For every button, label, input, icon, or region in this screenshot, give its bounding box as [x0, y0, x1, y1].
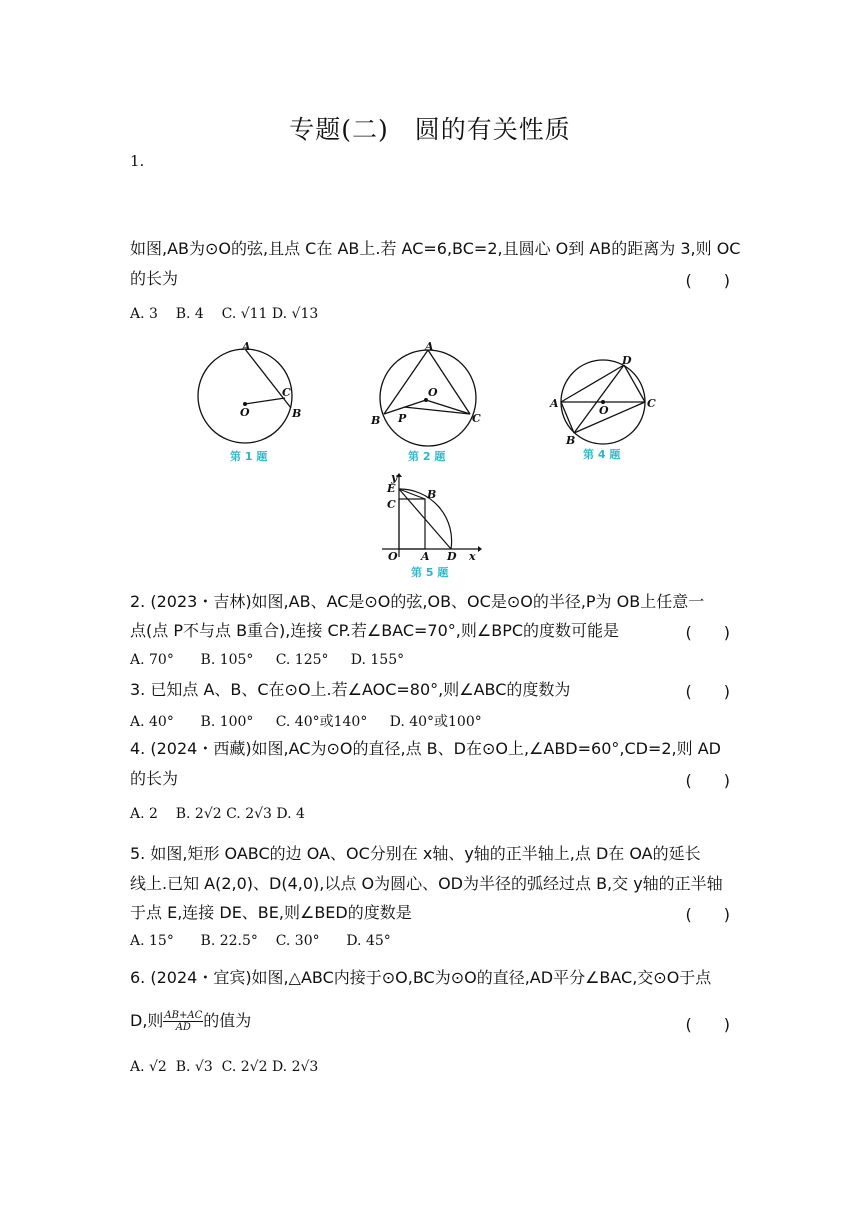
q2-stem-line2: 点(点 P不与点 B重合),连接 CP.若∠BAC=70°,则∠BPC的度数可能是	[130, 621, 620, 640]
fig4-label-d: D	[622, 354, 632, 367]
fig4-label-b: B	[566, 434, 576, 447]
fig4-caption: 第 4 题	[583, 448, 621, 461]
fig1-label-b: B	[292, 407, 302, 420]
fig1-label-a: A	[242, 340, 251, 353]
q6-fraction	[163, 1010, 203, 1033]
fig1-label-o: O	[240, 406, 250, 419]
figure-1	[195, 340, 305, 468]
fig5-label-x: x	[469, 550, 476, 563]
q3-options: A. 40° B. 100° C. 40°或140° D. 40°或100°	[130, 714, 482, 730]
q4-stem-line2: 的长为	[130, 769, 179, 788]
q2-answer-bracket: ( )	[685, 623, 730, 642]
q6-fraction-numerator: AB+AC	[164, 1010, 203, 1021]
q5-options: A. 15° B. 22.5° C. 30° D. 45°	[130, 933, 391, 949]
q6-stem-line1: 6. (2024・宜宾)如图,△ABC内接于⊙O,BC为⊙O的直径,AD平分∠BAC,交⊙O于点	[130, 968, 712, 987]
fig2-label-b: B	[371, 414, 381, 427]
fig5-caption: 第 5 题	[411, 566, 449, 579]
q4-stem-line1: 4. (2024・西藏)如图,AC为⊙O的直径,点 B、D在⊙O上,∠ABD=60°,CD=2,则 AD	[130, 739, 721, 758]
fig2-label-c: C	[472, 412, 481, 425]
fig5-label-b: B	[427, 488, 437, 501]
fig2-caption: 第 2 题	[408, 450, 446, 463]
fig2-label-p: P	[398, 412, 407, 425]
q6-options: A. √2 B. √3 C. 2√2 D. 2√3	[130, 1059, 319, 1075]
fig4-label-o: O	[599, 404, 609, 417]
q3-answer-bracket: ( )	[685, 682, 730, 701]
q1-stem-line2: 的长为	[130, 269, 179, 288]
fig2-label-a: A	[425, 340, 434, 353]
fig5-label-o: O	[388, 550, 398, 563]
q6-answer-bracket: ( )	[685, 1015, 730, 1034]
q5-answer-bracket: ( )	[685, 905, 730, 924]
figure-2	[368, 340, 488, 468]
q6-fraction-denominator: AD	[175, 1022, 191, 1033]
fig5-label-c: C	[387, 498, 396, 511]
q1-options: A. 3 B. 4 C. √11 D. √13	[130, 306, 319, 322]
q1-answer-bracket: ( )	[685, 271, 730, 290]
fig1-label-c: C	[282, 386, 291, 399]
fig5-label-a: A	[421, 550, 430, 563]
q2-stem-line1: 2. (2023・吉林)如图,AB、AC是⊙O的弦,OB、OC是⊙O的半径,P为 OB上任意一	[130, 592, 705, 611]
fig1-caption: 第 1 题	[230, 450, 268, 463]
q4-answer-bracket: ( )	[685, 771, 730, 790]
q6-stem-line2-end: 的值为	[203, 1011, 252, 1030]
q2-options: A. 70° B. 105° C. 125° D. 155°	[130, 652, 405, 668]
fig2-label-o: O	[428, 386, 438, 399]
q6-stem-line2-start: D,则	[130, 1011, 164, 1030]
q4-options: A. 2 B. 2√2 C. 2√3 D. 4	[130, 806, 305, 822]
q5-stem-line1: 5. 如图,矩形 OABC的边 OA、OC分别在 x轴、y轴的正半轴上,点 D在 OA的延长	[130, 844, 701, 863]
q3-stem-line1: 3. 已知点 A、B、C在⊙O上.若∠AOC=80°,则∠ABC的度数为	[130, 680, 571, 699]
figure-4	[548, 340, 663, 468]
q5-stem-line2: 线上.已知 A(2,0)、D(4,0),以点 O为圆心、OD为半径的弧经过点 B,交 y轴的正半轴	[130, 874, 723, 893]
q1-number: 1.	[130, 152, 145, 170]
q5-stem-line3: 于点 E,连接 DE、BE,则∠BED的度数是	[130, 903, 412, 922]
fig5-label-d: D	[447, 550, 457, 563]
q6-stem-line2	[130, 1010, 735, 1033]
figure-5	[378, 472, 483, 582]
fig5-label-y: y	[391, 472, 398, 484]
fig5-label-e: E	[387, 482, 396, 495]
fig4-label-c: C	[647, 397, 656, 410]
fig4-label-a: A	[550, 397, 559, 410]
page-title: 专题(二) 圆的有关性质	[289, 115, 571, 144]
q1-stem-line1: 如图,AB为⊙O的弦,且点 C在 AB上.若 AC=6,BC=2,且圆心 O到 AB的距离为 3,则 OC	[130, 239, 741, 258]
